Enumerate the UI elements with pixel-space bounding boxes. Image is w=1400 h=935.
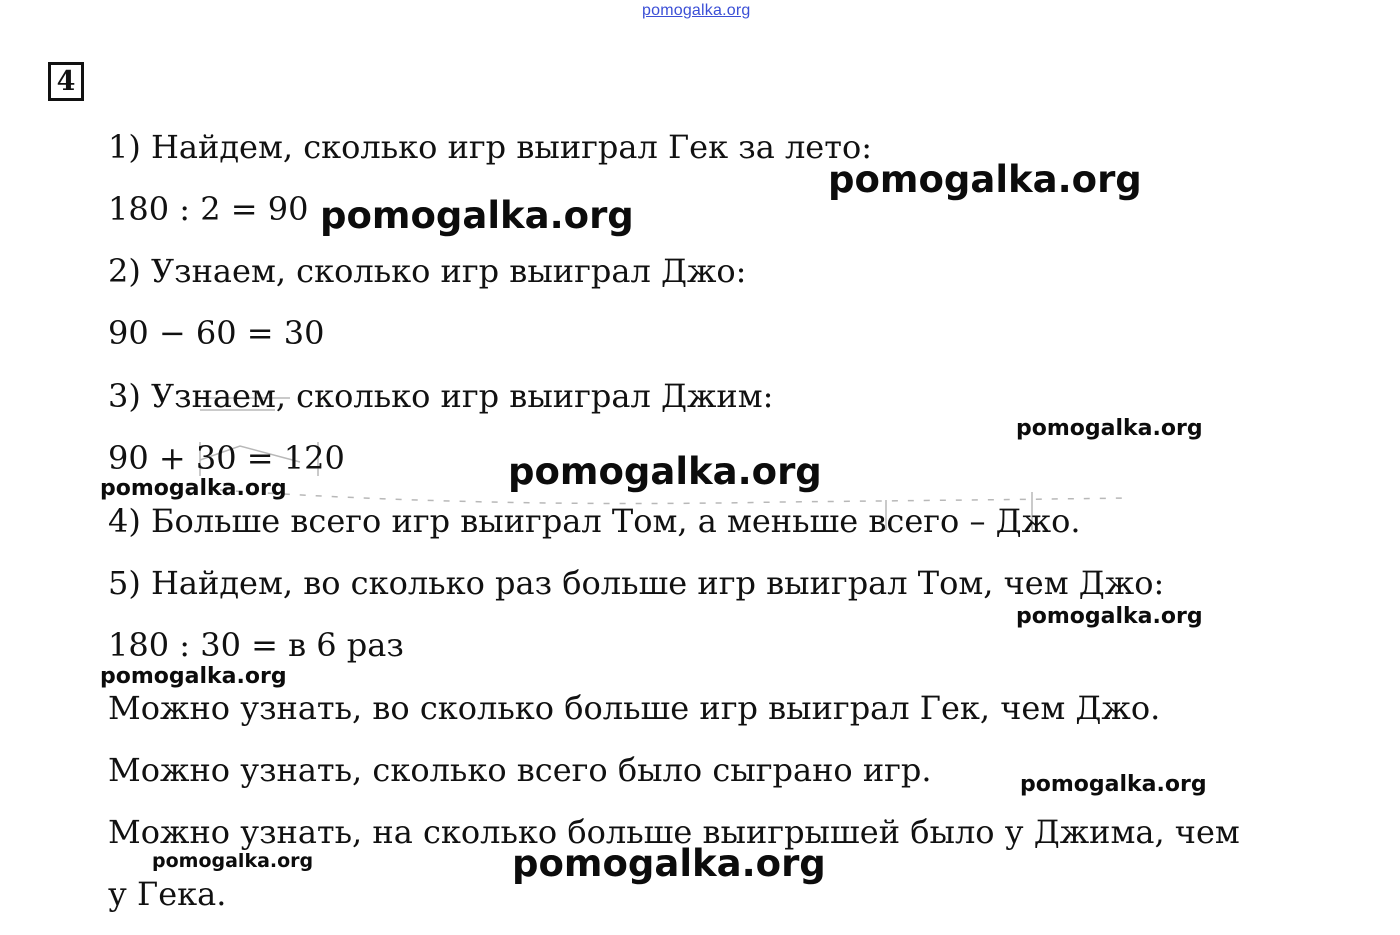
solution-line-13: у Гека. <box>108 875 227 913</box>
solution-line-3: 2) Узнаем, сколько игр выиграл Джо: <box>108 252 747 290</box>
solution-line-8: 5) Найдем, во сколько раз больше игр выиграл Том, чем Джо: <box>108 564 1165 602</box>
solution-line-6: 90 + 30 = 120 <box>108 439 345 477</box>
watermark: pomogalka.org <box>100 476 287 501</box>
watermark: pomogalka.org <box>152 850 314 872</box>
watermark: pomogalka.org <box>1016 604 1203 629</box>
solution-line-4: 90 − 60 = 30 <box>108 314 325 352</box>
task-number: 4 <box>56 66 76 97</box>
solution-line-9: 180 : 30 = в 6 раз <box>108 626 404 664</box>
task-number-badge <box>48 62 84 101</box>
site-link[interactable]: pomogalka.org <box>642 2 751 19</box>
solution-line-7: 4) Больше всего игр выиграл Том, а меньше всего – Джо. <box>108 502 1081 540</box>
watermark: pomogalka.org <box>100 664 287 689</box>
watermark: pomogalka.org <box>512 842 826 885</box>
watermark: pomogalka.org <box>508 450 822 493</box>
watermark: pomogalka.org <box>320 194 634 237</box>
solution-line-10: Можно узнать, во сколько больше игр выиграл Гек, чем Джо. <box>108 689 1161 727</box>
watermark: pomogalka.org <box>1020 772 1207 797</box>
solution-line-2: 180 : 2 = 90 <box>108 190 309 228</box>
solution-line-11: Можно узнать, сколько всего было сыграно игр. <box>108 751 932 789</box>
watermark: pomogalka.org <box>1016 416 1203 441</box>
solution-line-1: 1) Найдем, сколько игр выиграл Гек за лето: <box>108 128 872 166</box>
solution-line-12: Можно узнать, на сколько больше выигрышей было у Джима, чем <box>108 813 1240 851</box>
solution-line-5: 3) Узнаем, сколько игр выиграл Джим: <box>108 377 774 415</box>
watermark: pomogalka.org <box>828 158 1142 201</box>
